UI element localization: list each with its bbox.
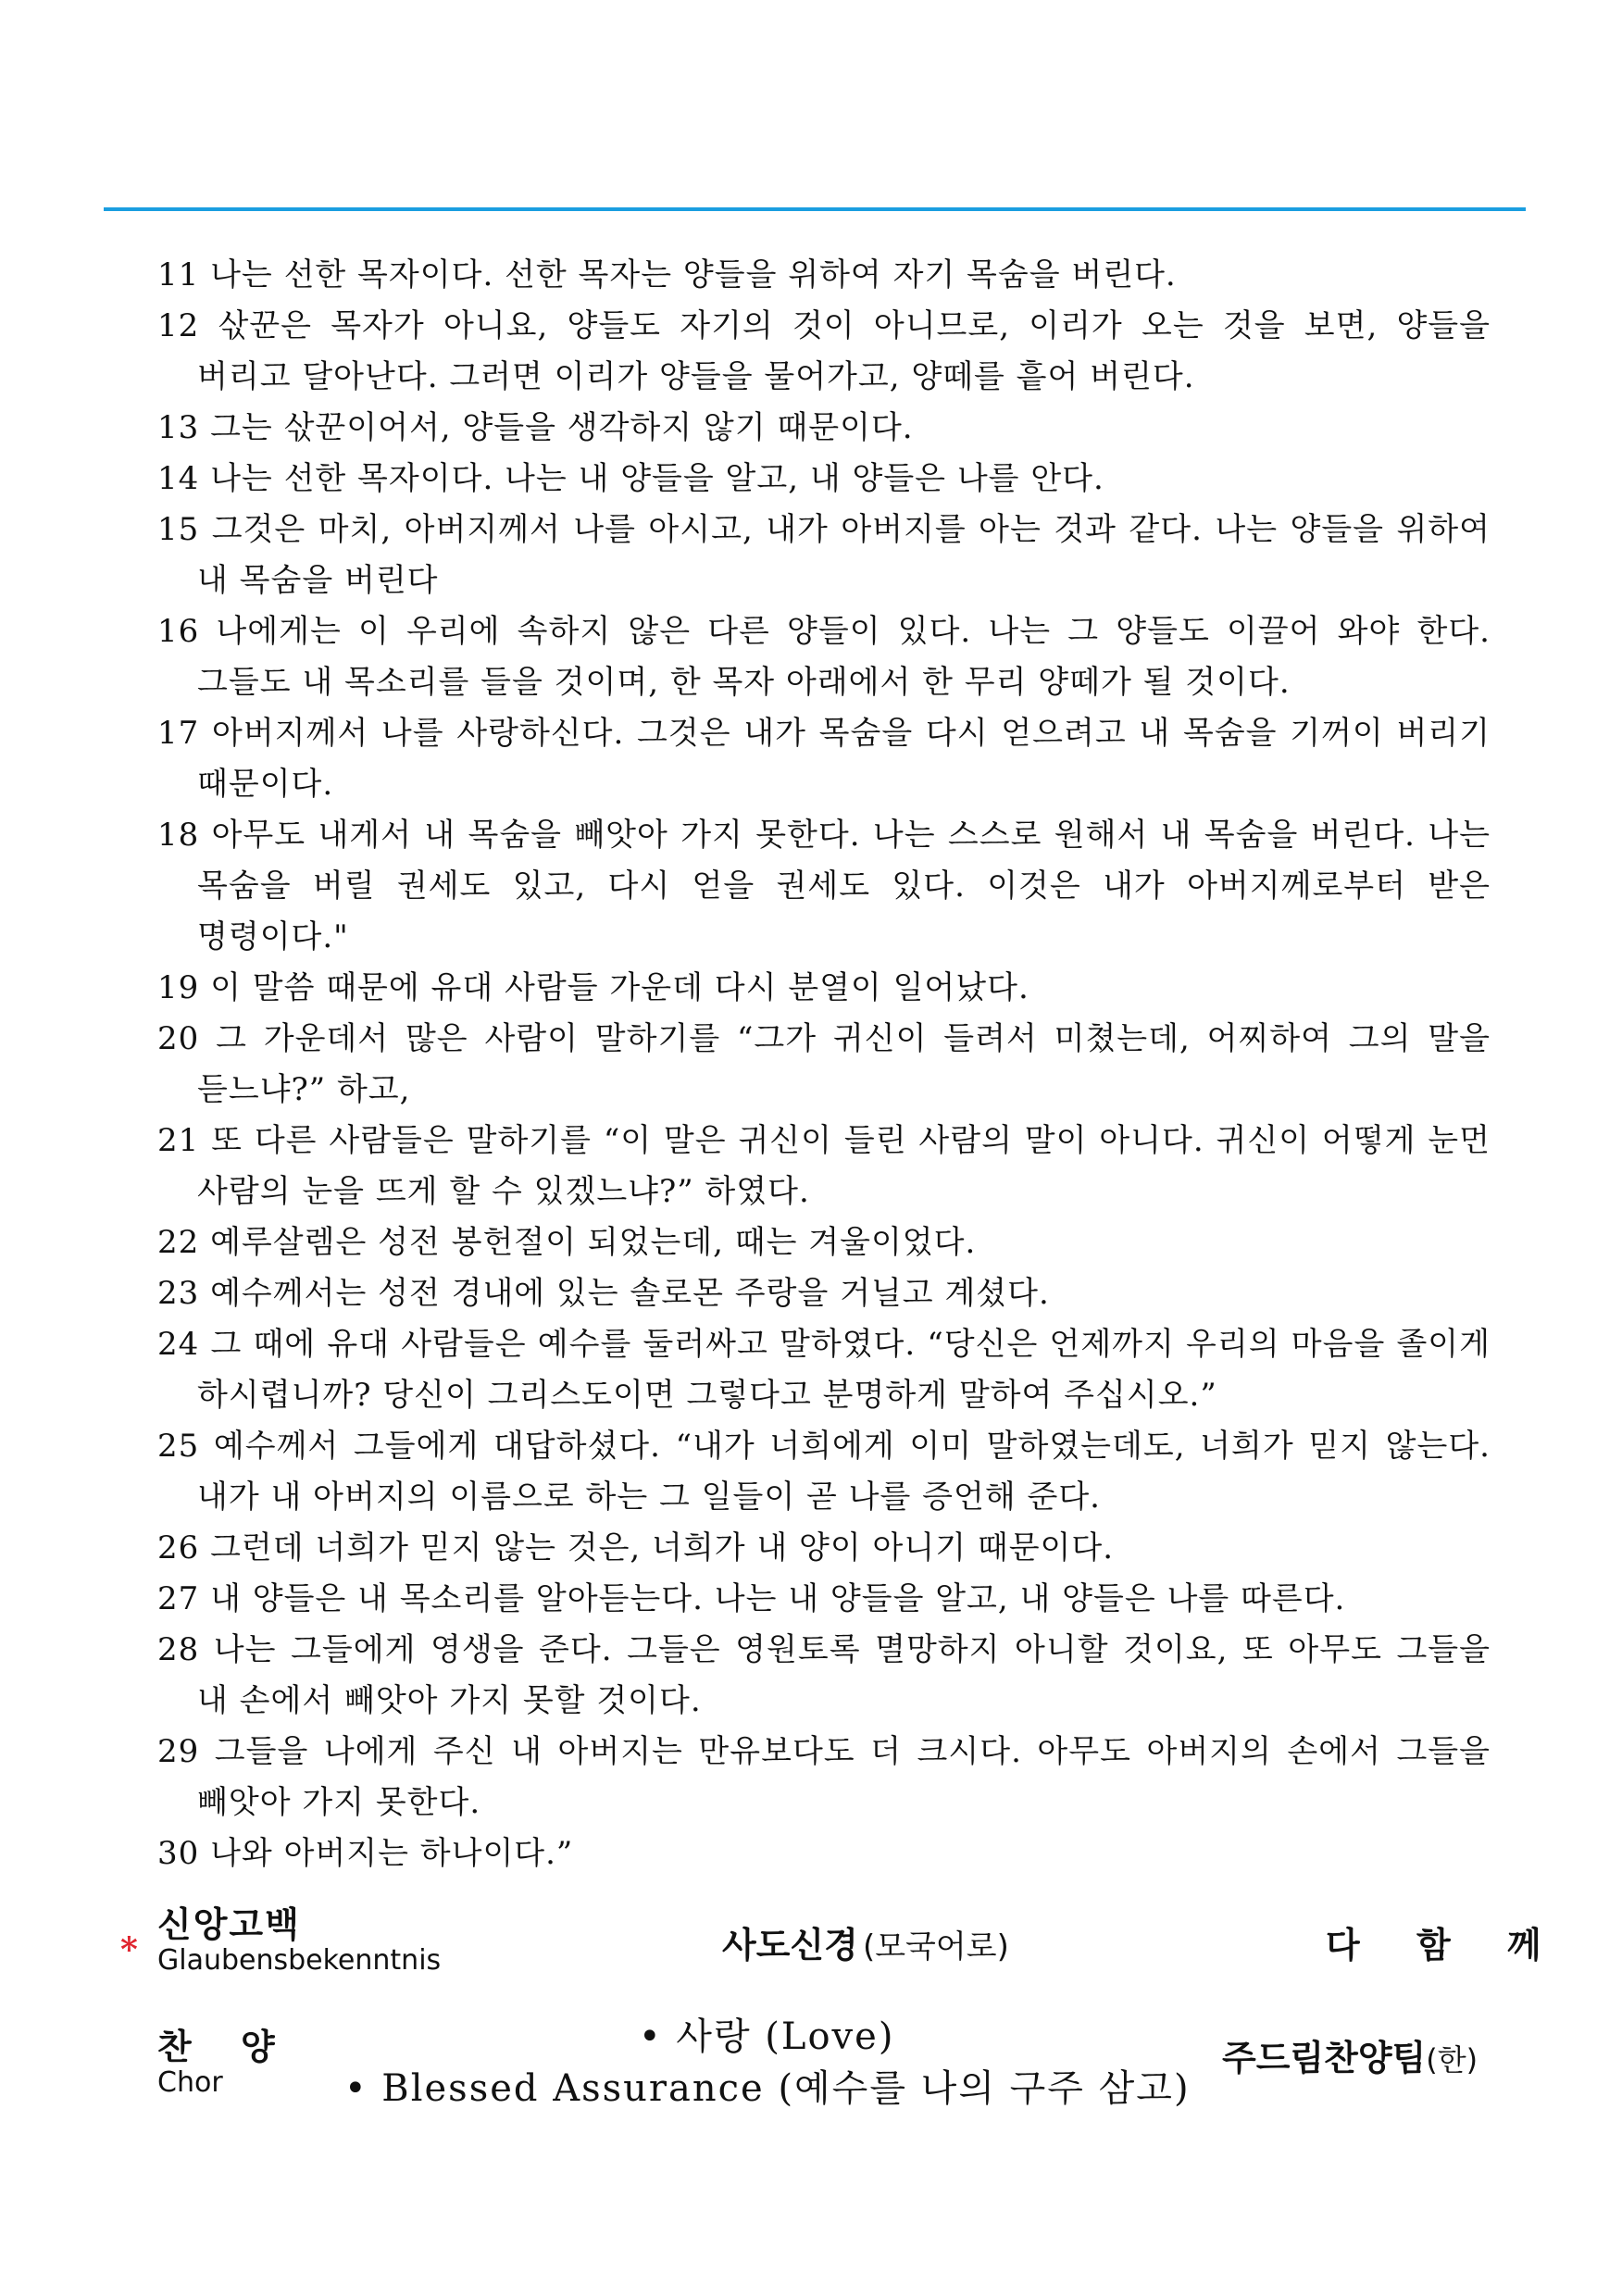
- verse-14: 14 나는 선한 목자이다. 나는 내 양들을 알고, 내 양들은 나를 안다.: [157, 460, 1104, 497]
- verse-20: 20 그 가운데서 많은 사람이 말하기를 “그가 귀신이 들려서 미쳤는데, 어찌하여 그의 말을 듣느냐?” 하고,: [157, 1020, 1491, 1108]
- top-divider: [104, 207, 1526, 211]
- choir-team-name: 주드림찬양팀: [1222, 2038, 1427, 2078]
- verse-18: 18 아무도 내게서 내 목숨을 빼앗아 가지 못한다. 나는 스스로 원해서 내 목숨을 버린다. 나는 목숨을 버릴 권세도 있고, 다시 얻을 권세도 있다. 이것은 내가 아버지께로부터 받은 명령이다.": [157, 817, 1491, 955]
- creed-title-ko: 신앙고백: [157, 1904, 301, 1945]
- choir-team: [1222, 2029, 1478, 2080]
- verse-24: 24 그 때에 유대 사람들은 예수를 둘러싸고 말하였다. “당신은 언제까지 우리의 마음을 졸이게 하시렵니까? 당신이 그리스도이면 그렇다고 분명하게 말하여 주십시오.”: [157, 1326, 1491, 1414]
- creed-participants: 다 함 께: [1326, 1925, 1564, 1965]
- creed-center: [722, 1916, 1009, 1967]
- verse-23: 23 예수께서는 성전 경내에 있는 솔로몬 주랑을 거닐고 계셨다.: [157, 1275, 1050, 1312]
- choir-team-note: (한): [1426, 2042, 1479, 2078]
- choir-title-ko: 찬 양: [157, 2027, 293, 2067]
- standing-marker: *: [120, 1930, 138, 1969]
- verse-22: 22 예루살렘은 성전 봉헌절이 되었는데, 때는 겨울이었다.: [157, 1224, 977, 1261]
- verse-12: 12 삯꾼은 목자가 아니요, 양들도 자기의 것이 아니므로, 이리가 오는 것을 보면, 양들을 버리고 달아난다. 그러면 이리가 양들을 물어가고, 양떼를 흩어 버린다.: [157, 307, 1491, 395]
- scripture-text: [157, 250, 1491, 1879]
- verse-29: 29 그들을 나에게 주신 내 아버지는 만유보다도 더 크시다. 아무도 아버지의 손에서 그들을 빼앗아 가지 못한다.: [157, 1733, 1491, 1821]
- verse-27: 27 내 양들은 내 목소리를 알아듣는다. 나는 내 양들을 알고, 내 양들은 나를 따른다.: [157, 1580, 1346, 1617]
- verse-19: 19 이 말씀 때문에 유대 사람들 가운데 다시 분열이 일어났다.: [157, 969, 1029, 1006]
- creed-note: (모국어로): [862, 1928, 1009, 1965]
- song-item-2: • Blessed Assurance (예수를 나의 구주 삼고): [344, 2067, 1191, 2110]
- verse-13: 13 그는 삯꾼이어서, 양들을 생각하지 않기 때문이다.: [157, 409, 914, 446]
- song-item-1: • 사랑 (Love): [639, 2015, 895, 2058]
- creed-name: 사도신경: [722, 1925, 858, 1965]
- verse-16: 16 나에게는 이 우리에 속하지 않은 다른 양들이 있다. 나는 그 양들도 이끌어 와야 한다. 그들도 내 목소리를 들을 것이며, 한 목자 아래에서 한 무리 양떼가 될 것이다.: [157, 613, 1491, 701]
- verse-11: 11 나는 선한 목자이다. 선한 목자는 양들을 위하여 자기 목숨을 버린다.: [157, 256, 1177, 293]
- verse-17: 17 아버지께서 나를 사랑하신다. 그것은 내가 목숨을 다시 얻으려고 내 목숨을 기꺼이 버리기 때문이다.: [157, 715, 1491, 803]
- verse-15: 15 그것은 마치, 아버지께서 나를 아시고, 내가 아버지를 아는 것과 같다. 나는 양들을 위하여 내 목숨을 버린다: [157, 511, 1491, 599]
- verse-28: 28 나는 그들에게 영생을 준다. 그들은 영원토록 멸망하지 아니할 것이요, 또 아무도 그들을 내 손에서 빼앗아 가지 못할 것이다.: [157, 1631, 1491, 1719]
- verse-30: 30 나와 아버지는 하나이다.”: [157, 1835, 574, 1872]
- choir-title-de: Chor: [157, 2066, 223, 2099]
- verse-26: 26 그런데 너희가 믿지 않는 것은, 너희가 내 양이 아니기 때문이다.: [157, 1529, 1115, 1566]
- creed-title-de: Glaubensbekenntnis: [157, 1944, 442, 1977]
- verse-21: 21 또 다른 사람들은 말하기를 “이 말은 귀신이 들린 사람의 말이 아니다. 귀신이 어떻게 눈먼 사람의 눈을 뜨게 할 수 있겠느냐?” 하였다.: [157, 1122, 1491, 1210]
- verse-25: 25 예수께서 그들에게 대답하셨다. “내가 너희에게 이미 말하였는데도, 너희가 믿지 않는다. 내가 내 아버지의 이름으로 하는 그 일들이 곧 나를 증언해 준다.: [157, 1428, 1491, 1516]
